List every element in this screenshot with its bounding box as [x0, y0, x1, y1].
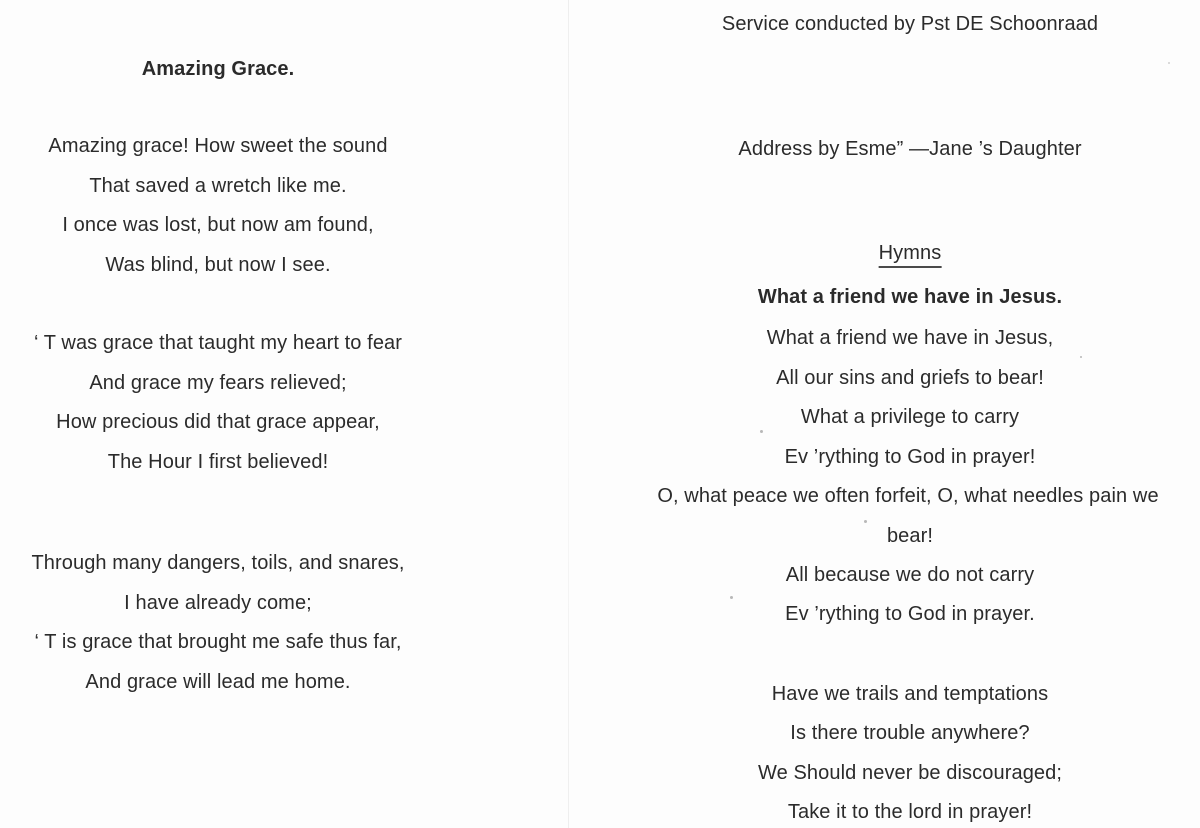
verse-line: bear! — [886, 525, 934, 547]
verse-line: We Should never be discouraged; — [757, 762, 1063, 784]
verse-line: Is there trouble anywhere? — [790, 722, 1030, 744]
verse-line: What a friend we have in Jesus, — [766, 327, 1054, 349]
page-fold — [568, 0, 569, 828]
service-conductor-line: Service conducted by Pst DE Schoonraad — [721, 13, 1099, 35]
scan-speck — [760, 430, 763, 433]
verse-line: The Hour I first believed! — [107, 451, 329, 473]
scan-speck — [730, 596, 733, 599]
verse-line: All our sins and griefs to bear! — [776, 367, 1044, 389]
scan-speck — [1168, 62, 1170, 64]
address-line: Address by Esme” —Jane ’s Daughter — [738, 138, 1082, 160]
verse-line: That saved a wretch like me. — [89, 175, 347, 197]
scan-speck — [1080, 356, 1082, 358]
verse-line: Through many dangers, toils, and snares, — [31, 552, 405, 574]
scan-speck — [864, 520, 867, 523]
verse-line: What a privilege to carry — [800, 406, 1020, 428]
hymns-heading-text: Hymns — [879, 242, 942, 268]
verse-line: Amazing grace! How sweet the sound — [48, 135, 388, 157]
verse-line: ‘ T is grace that brought me safe thus far, — [34, 631, 402, 653]
verse-line: I once was lost, but now am found, — [62, 214, 374, 236]
hymn-title-what-a-friend: What a friend we have in Jesus. — [757, 286, 1063, 308]
verse-line: O, what peace we often forfeit, O, what needles pain we — [657, 485, 1159, 507]
verse-line: Take it to the lord in prayer! — [787, 801, 1033, 823]
verse-line: And grace my fears relieved; — [89, 372, 347, 394]
verse-line: Ev ’rything to God in prayer! — [784, 446, 1036, 468]
verse-line: And grace will lead me home. — [85, 671, 351, 693]
verse-line: All because we do not carry — [785, 564, 1035, 586]
hymns-heading — [879, 241, 942, 265]
verse-line: Was blind, but now I see. — [105, 254, 331, 276]
verse-line: Ev ’rything to God in prayer. — [785, 603, 1035, 625]
hymn-title-amazing-grace: Amazing Grace. — [141, 58, 295, 80]
verse-line: I have already come; — [124, 592, 312, 614]
verse-line: Have we trails and temptations — [771, 683, 1049, 705]
verse-line: How precious did that grace appear, — [56, 411, 380, 433]
verse-line: ‘ T was grace that taught my heart to fear — [33, 332, 403, 354]
